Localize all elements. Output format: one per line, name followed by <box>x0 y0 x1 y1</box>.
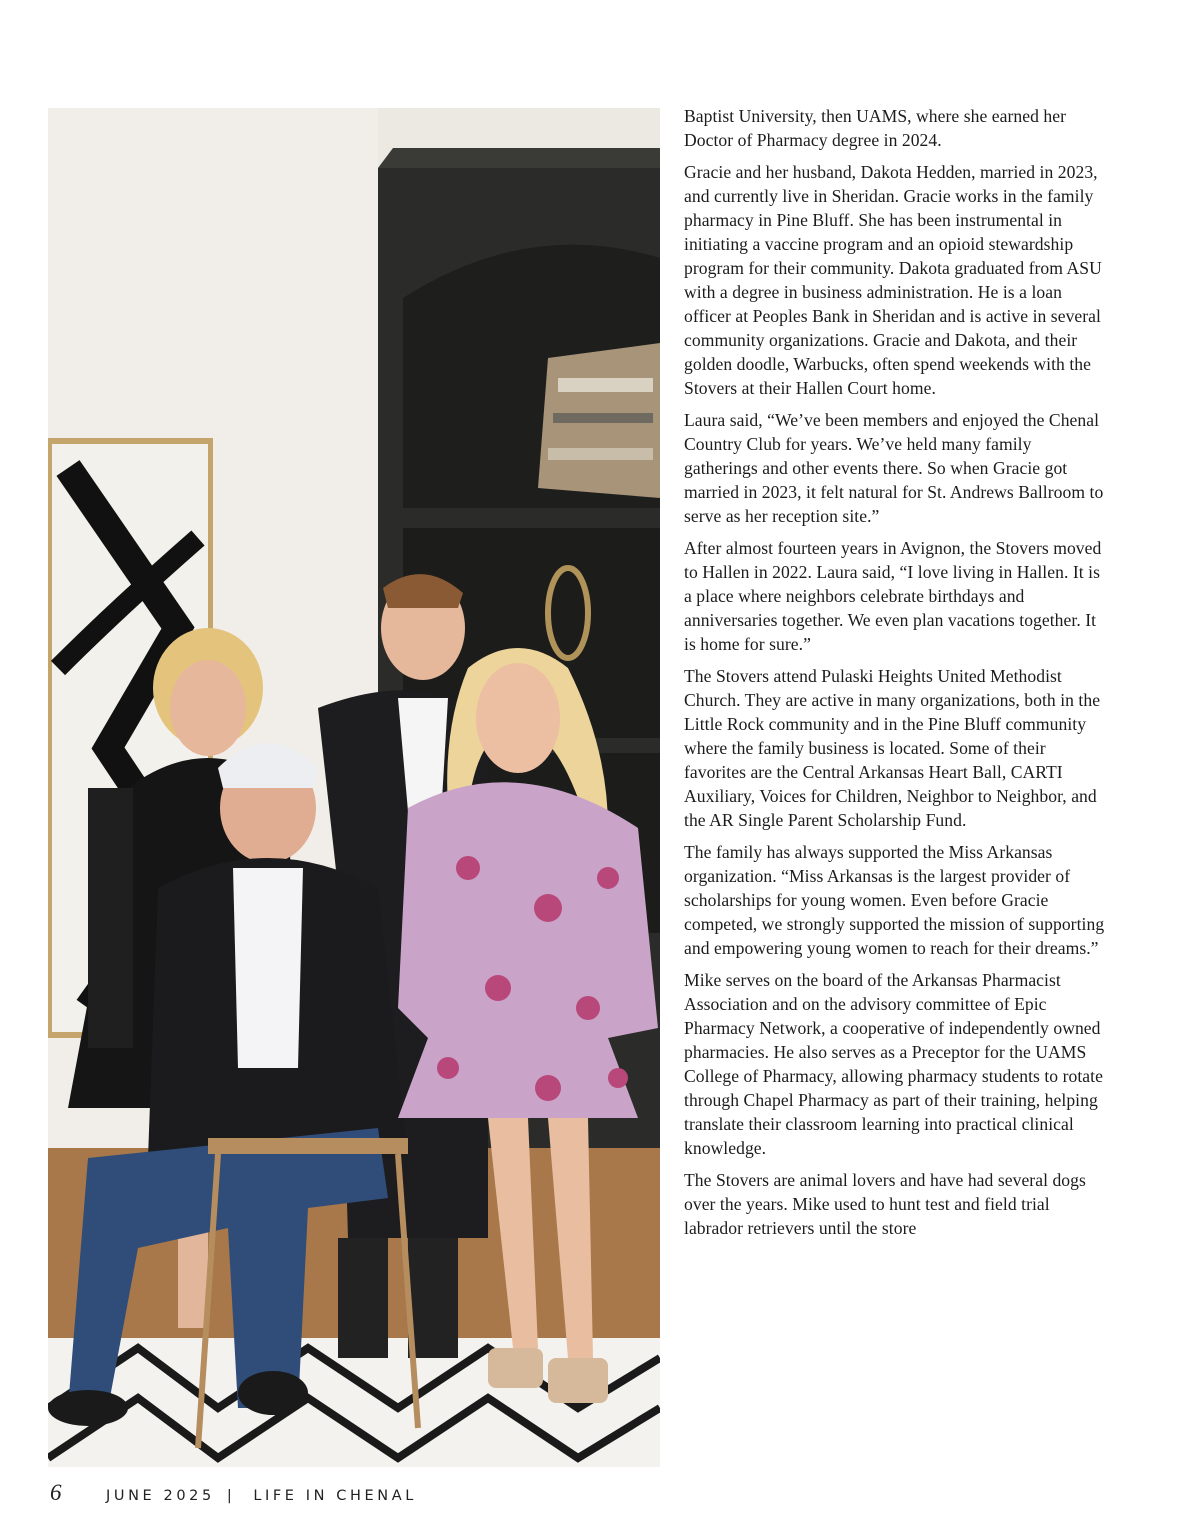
page-footer <box>50 1482 650 1512</box>
article-paragraph: The family has always supported the Miss Arkansas organization. “Miss Arkansas is the largest provider of scholarships for young women. Even before Gracie competed, we strongly supported the mission of supporting and empowering young women to reach for their dreams.” <box>684 842 1105 958</box>
article-paragraph: Baptist University, then UAMS, where she earned her Doctor of Pharmacy degree in 2024. <box>684 106 1067 150</box>
page-number: 6 <box>50 1480 62 1505</box>
article-body <box>684 104 1108 1248</box>
article-paragraph: The Stovers are animal lovers and have had several dogs over the years. Mike used to hunt test and field trial labrador retrievers until the store <box>684 1170 1086 1238</box>
issue-date: JUNE 2025 <box>106 1488 215 1504</box>
article-paragraph: Gracie and her husband, Dakota Hedden, married in 2023, and currently live in Sheridan. Gracie works in the family pharmacy in Pine Bluff. She has been instrumental in initiating a vaccine program and an opioid stewardship program for their community. Dakota graduated from ASU with a degree in business administration. He is a loan officer at Peoples Bank in Sheridan and is active in several community organizations. Gracie and Dakota, and their golden doodle, Warbucks, often spend weekends with the Stovers at their Hallen Court home. <box>684 162 1102 398</box>
folio-line <box>106 1488 417 1504</box>
article-paragraph: After almost fourteen years in Avignon, the Stovers moved to Hallen in 2022. Laura said, “I love living in Hallen. It is a place where neighbors celebrate birthdays and anniversaries together. We even plan vacations together. It is home for sure.” <box>684 538 1102 654</box>
family-portrait-photo <box>48 108 660 1467</box>
article-paragraph: The Stovers attend Pulaski Heights United Methodist Church. They are active in many organizations, both in the Little Rock community and in the Pine Bluff community where the family business is located. Some of their favorites are the Central Arkansas Heart Ball, CARTI Auxiliary, Voices for Children, Neighbor to Neighbor, and the AR Single Parent Scholarship Fund. <box>684 666 1101 830</box>
article-paragraph: Mike serves on the board of the Arkansas Pharmacist Association and on the advisory committee of Epic Pharmacy Network, a cooperative of independently owned pharmacies. He also serves as a Preceptor for the UAMS College of Pharmacy, allowing pharmacy students to rotate through Chapel Pharmacy as part of their training, helping translate their classroom learning into practical clinical knowledge. <box>684 970 1103 1158</box>
article-paragraph: Laura said, “We’ve been members and enjoyed the Chenal Country Club for years. We’ve held many family gatherings and other events there. So when Gracie got married in 2023, it felt natural for St. Andrews Ballroom to serve as her reception site.” <box>684 410 1104 526</box>
publication-name: LIFE IN CHENAL <box>253 1488 417 1504</box>
folio-separator: | <box>226 1488 236 1504</box>
